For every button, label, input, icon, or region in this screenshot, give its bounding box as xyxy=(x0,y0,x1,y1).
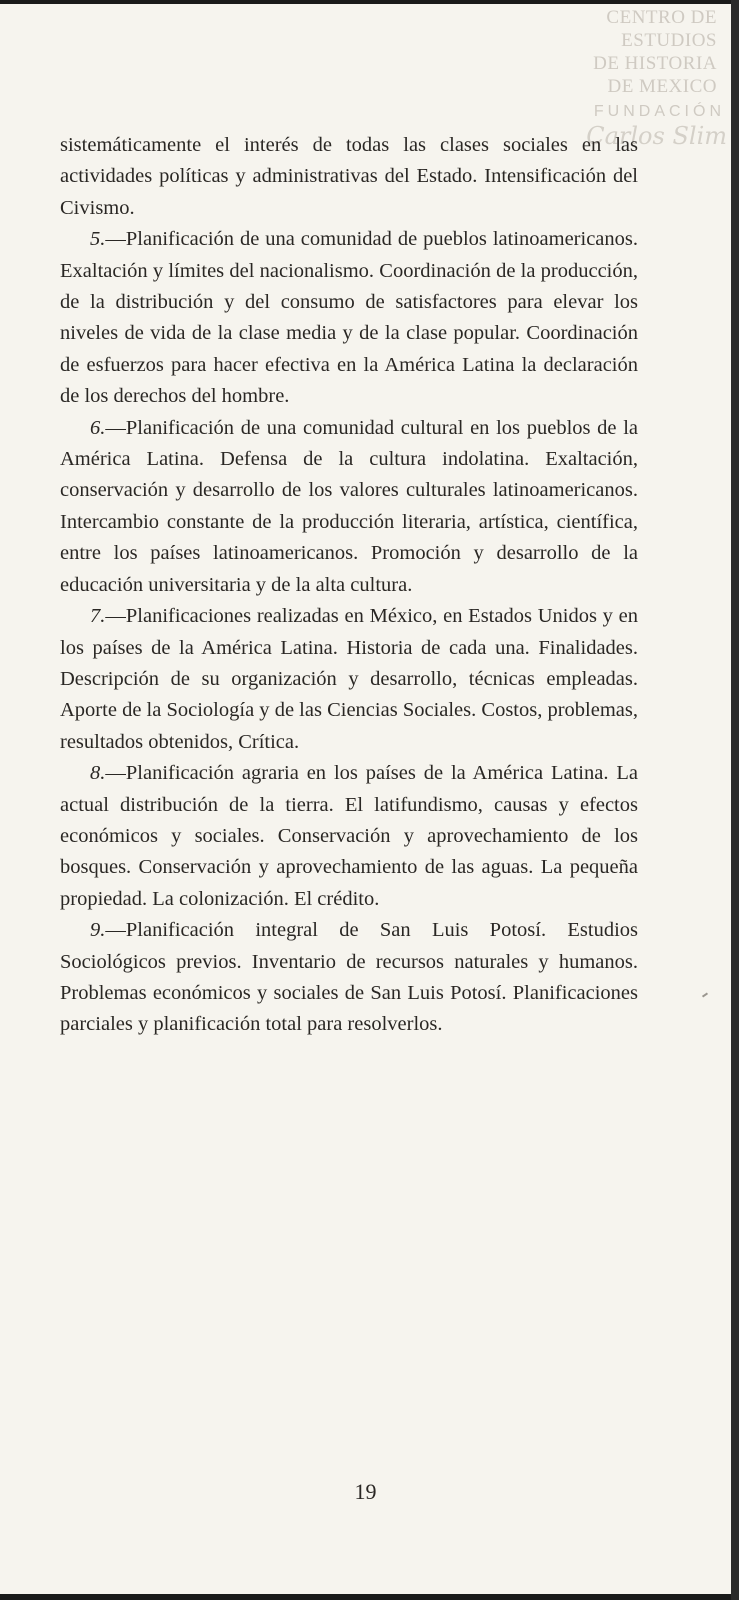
watermark-line-1: CENTRO DE xyxy=(606,7,717,28)
item-number: 9. xyxy=(90,919,106,942)
watermark-line-2: ESTUDIOS xyxy=(621,30,717,51)
document-page xyxy=(0,4,731,1594)
list-item-8 xyxy=(60,758,638,915)
item-text: —Planificaciones realizadas en México, en Estados Unidos y en los países de la América Latina. Historia de cada una. Finalidades. Descripción de su organización y desarrollo, técnicas empleadas. Aporte de la Sociología y de las Ciencias Sociales. Costos, problemas, resultados obtenidos, Crítica. xyxy=(60,605,638,753)
item-number: 5. xyxy=(90,228,106,251)
scan-edge xyxy=(731,0,739,1600)
paper-speck xyxy=(702,992,708,997)
watermark-foundation: FUNDACIÓN xyxy=(593,103,725,120)
list-item-5 xyxy=(60,224,638,412)
item-number: 6. xyxy=(90,416,106,439)
item-text: —Planificación integral de San Luis Potosí. Estudios Sociológicos previos. Inventario de recursos naturales y humanos. Problemas económicos y sociales de San Luis Potosí. Planificaciones parciales y planificación total para resolverlos. xyxy=(60,919,638,1036)
page-number: 19 xyxy=(354,1479,377,1504)
watermark-signature: Carlos Slim xyxy=(586,122,727,150)
intro-paragraph: sistemáticamente el interés de todas las clases sociales en las actividades políticas y administrativas del Estado. Intensificación del Civismo. xyxy=(60,134,638,219)
item-number: 7. xyxy=(90,605,106,628)
body-text xyxy=(60,130,638,1041)
archive-watermark xyxy=(586,6,727,150)
item-text: —Planificación agraria en los países de la América Latina. La actual distribución de la tierra. El latifundismo, causas y efectos económicos y sociales. Conservación y aprovechamiento de los bosques. Conservación y aprovechamiento de las aguas. La pequeña propiedad. La colonización. El crédito. xyxy=(60,762,638,910)
watermark-line-3: DE HISTORIA xyxy=(593,53,717,74)
list-item-9 xyxy=(60,915,638,1041)
list-item-7 xyxy=(60,601,638,758)
list-item-6 xyxy=(60,413,638,601)
item-text: —Planificación de una comunidad de pueblos latinoamericanos. Exaltación y límites del nacionalismo. Coordinación de la producción, de la distribución y del consumo de satisfactores para elevar los niveles de vida de la clase media y de la clase popular. Coordinación de esfuerzos para hacer efectiva en la América Latina la declaración de los derechos del hombre. xyxy=(60,228,638,408)
watermark-line-4: DE MEXICO xyxy=(607,76,717,97)
item-number: 8. xyxy=(90,762,106,785)
item-text: —Planificación de una comunidad cultural en los pueblos de la América Latina. Defensa de la cultura indolatina. Exaltación, conservación y desarrollo de los valores culturales latinoamericanos. Intercambio constante de la producción literaria, artística, científica, entre los países latinoamericanos. Promoción y desarrollo de la educación universitaria y de la alta cultura. xyxy=(60,416,638,596)
